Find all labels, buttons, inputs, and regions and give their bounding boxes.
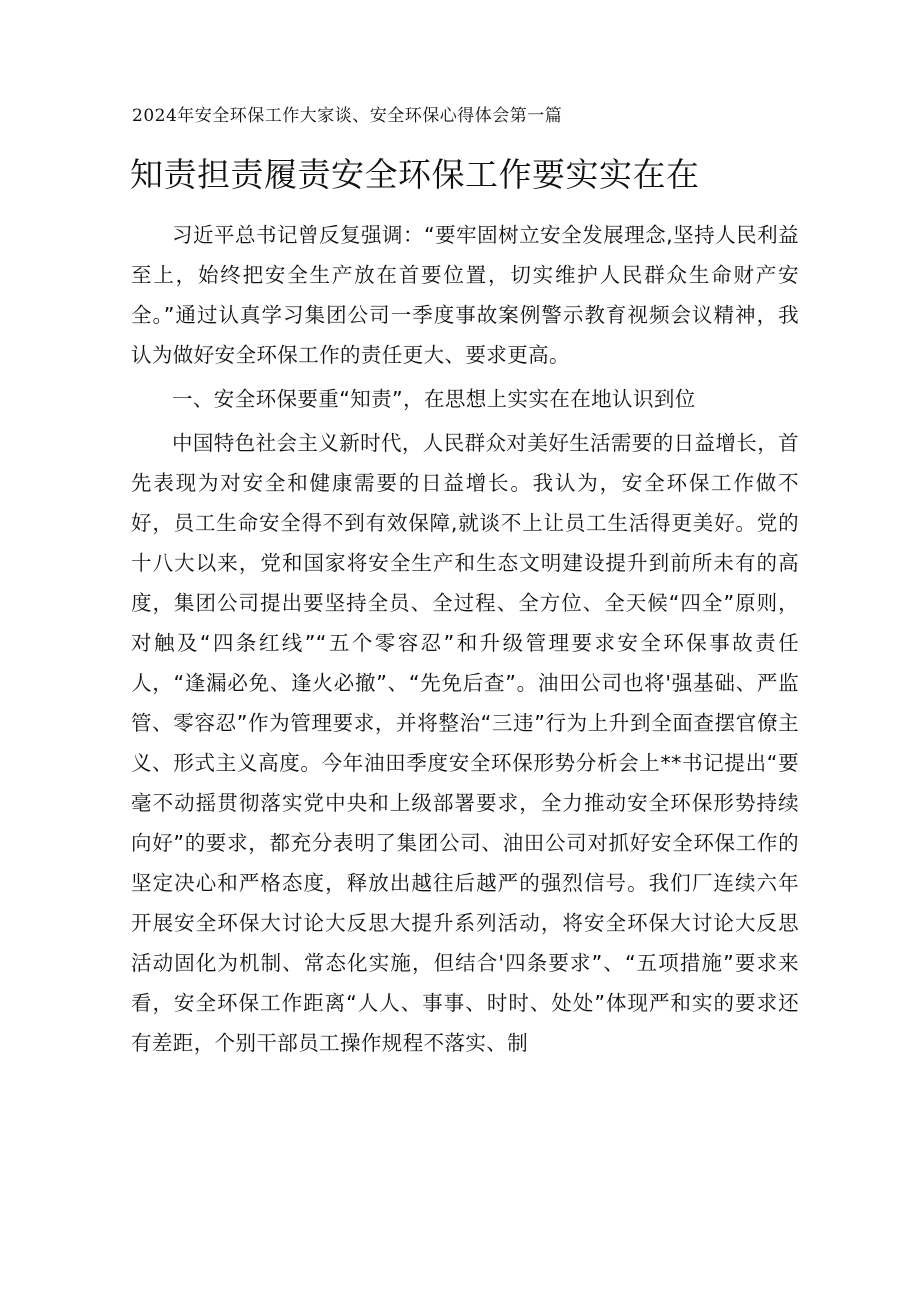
paragraph-intro: 习近平总书记曾反复强调：“要牢固树立安全发展理念,坚持人民利益至上，始终把安全生产放在首要位置，切实维护人民群众生命财产安全。”通过认真学习集团公司一季度事故案例警示教育视频会议精神，我认为做好安全环保工作的责任更大、要求更高。	[131, 223, 799, 367]
section-heading: 一、安全环保要重“知责”，在思想上实实在在地认识到位	[172, 387, 696, 411]
document-title: 知责担责履责安全环保工作要实实在在	[130, 155, 700, 194]
document-body	[131, 215, 799, 1067]
document-header: 2024年安全环保工作大家谈、安全环保心得体会第一篇	[132, 106, 563, 126]
paragraph-section-one: 中国特色社会主义新时代，人民群众对美好生活需要的日益增长，首先表现为对安全和健康需要的日益增长。我认为，安全环保工作做不好，员工生命安全得不到有效保障,就谈不上让员工生活得更美好。党的十八大以来，党和国家将安全生产和生态文明建设提升到前所未有的高度，集团公司提出要坚持全员、全过程、全方位、全天候“四全”原则，对触及“四条红线”“五个零容忍”和升级管理要求安全环保事故责任人，“逢漏必免、逢火必撤”、“先免后查”。油田公司也将'强基础、严监管、零容忍”作为管理要求，并将整治“三违”行为上升到全面查摆官僚主义、形式主义高度。今年油田季度安全环保形势分析会上**书记提出“要毫不动摇贯彻落实党中央和上级部署要求，全力推动安全环保形势持续向好”的要求，都充分表明了集团公司、油田公司对抓好安全环保工作的坚定决心和严格态度，释放出越往后越严的强烈信号。我们厂连续六年开展安全环保大讨论大反思大提升系列活动，将安全环保大讨论大反思活动固化为机制、常态化实施，但结合'四条要求”、“五项措施”要求来看，安全环保工作距离“人人、事事、时时、处处”体现严和实的要求还有差距，个别干部员工操作规程不落实、制	[131, 431, 799, 1055]
